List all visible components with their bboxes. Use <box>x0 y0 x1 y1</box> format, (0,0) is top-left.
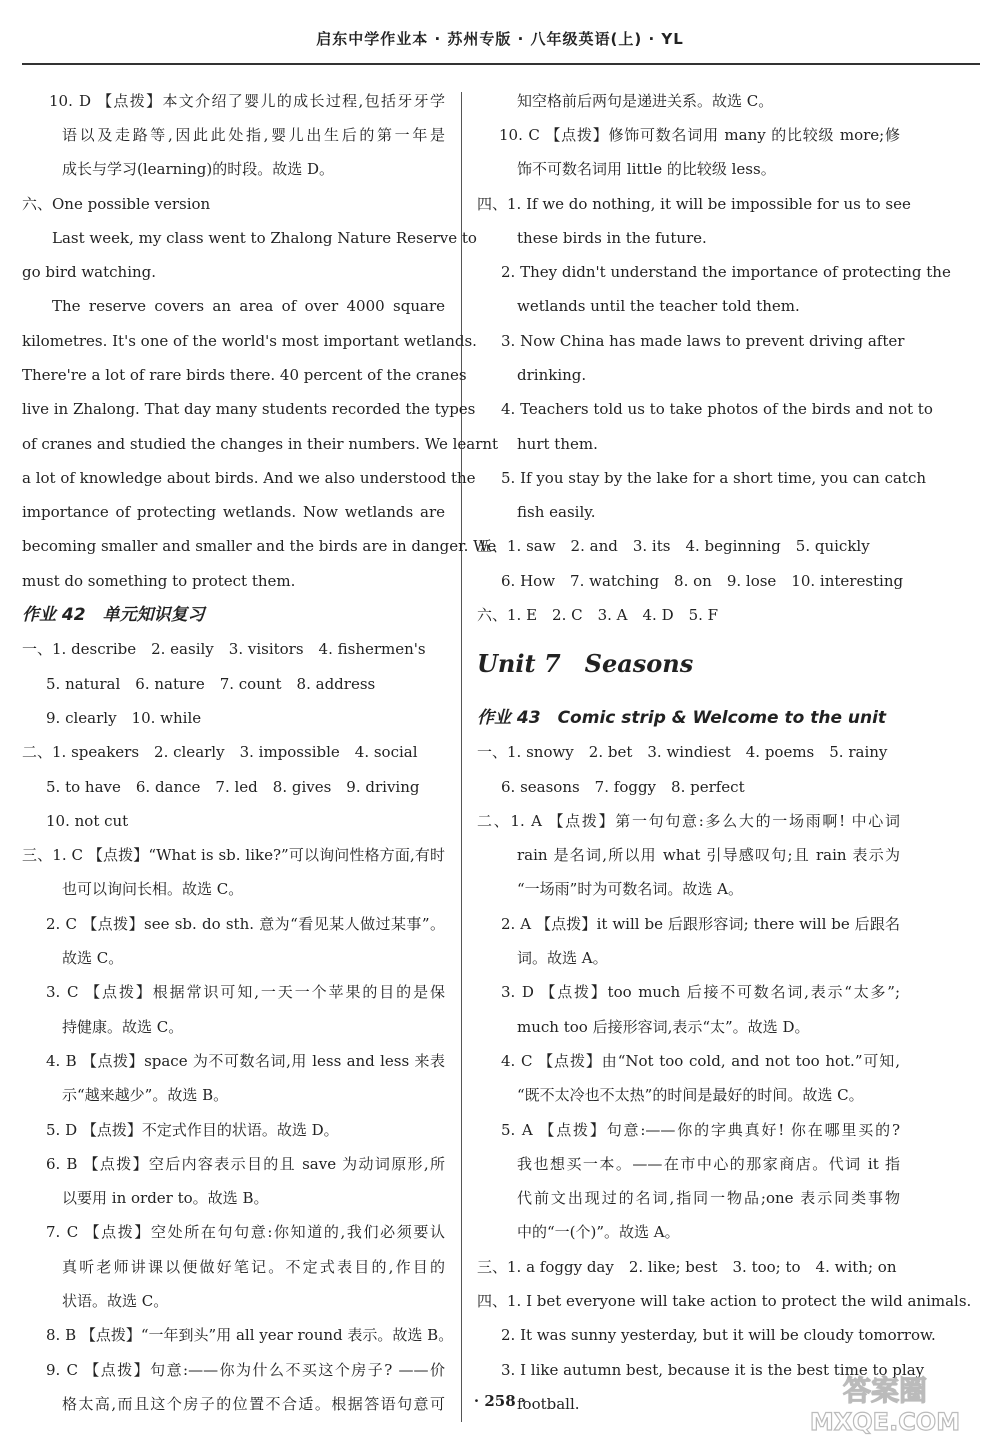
text-line: 5. natural 6. nature 7. count 8. address <box>46 675 376 693</box>
svg-text:MXQE.COM: MXQE.COM <box>809 1408 961 1436</box>
text-line: hurt them. <box>517 435 598 453</box>
text-line: 10. not cut <box>46 812 129 830</box>
text-line: 一、1. snowy 2. bet 3. windiest 4. poems 5. rainy <box>477 743 888 761</box>
svg-text:答案圈: 答案圈 <box>842 1374 928 1407</box>
text-line: 5. to have 6. dance 7. led 8. gives 9. driving <box>46 778 420 796</box>
text-line: 中的“一(个)”。故选 A。 <box>517 1223 680 1241</box>
text-line: 词。故选 A。 <box>517 949 608 967</box>
text-line: 我也想买一本。——在市中心的那家商店。代词 it 指 <box>517 1155 900 1173</box>
section-heading: 作业 42 单元知识复习 <box>22 605 205 625</box>
text-line: 6. seasons 7. foggy 8. perfect <box>501 778 745 796</box>
text-line: go bird watching. <box>22 263 157 281</box>
text-line: 故选 C。 <box>62 949 124 967</box>
text-line: 9. clearly 10. while <box>46 709 202 727</box>
text-line: kilometres. It's one of the world's most important wetlands. <box>22 332 477 350</box>
text-line: “一场雨”时为可数名词。故选 A。 <box>517 880 743 898</box>
text-line: importance of protecting wetlands. Now wetlands are <box>22 503 445 521</box>
text-line: 六、1. E 2. C 3. A 4. D 5. F <box>477 606 719 624</box>
text-line: 二、1. speakers 2. clearly 3. impossible 4. social <box>22 743 418 761</box>
text-line: 8. B 【点拨】“一年到头”用 all year round 表示。故选 B。 <box>46 1326 454 1344</box>
text-line: 6. B 【点拨】空后内容表示目的且 save 为动词原形,所 <box>46 1155 445 1173</box>
text-line: must do something to protect them. <box>22 572 296 590</box>
watermark-logo <box>795 1368 975 1438</box>
text-line: 语以及走路等,因此此处指,婴儿出生后的第一年是 <box>62 126 445 144</box>
text-line: drinking. <box>517 366 587 384</box>
text-line: 成长与学习(learning)的时段。故选 D。 <box>62 160 335 178</box>
text-line: Last week, my class went to Zhalong Nature Reserve to <box>52 229 477 247</box>
text-line: 饰不可数名词用 little 的比较级 less。 <box>517 160 776 178</box>
text-line: 6. How 7. watching 8. on 9. lose 10. interesting <box>501 572 904 590</box>
text-line: 五、1. saw 2. and 3. its 4. beginning 5. quickly <box>477 537 870 555</box>
unit-title: Unit 7 Seasons <box>477 649 694 678</box>
text-line: 真听老师讲课以便做好笔记。不定式表目的,作目的 <box>62 1258 445 1276</box>
text-line: 10. D 【点拨】本文介绍了婴儿的成长过程,包括牙牙学 <box>49 92 445 110</box>
text-line: 4. B 【点拨】space 为不可数名词,用 less and less 来表 <box>46 1052 445 1070</box>
text-line: 4. Teachers told us to take photos of the birds and not to <box>501 400 933 418</box>
column-divider <box>461 92 462 1422</box>
text-line: 3. I like autumn best, because it is the best time to play <box>501 1361 925 1379</box>
text-line: 4. C 【点拨】由“Not too cold, and not too hot.”可知, <box>501 1052 900 1070</box>
text-line: 2. They didn't understand the importance of protecting the <box>501 263 951 281</box>
text-line: There're a lot of rare birds there. 40 percent of the cranes <box>22 366 467 384</box>
text-line: wetlands until the teacher told them. <box>517 297 800 315</box>
text-line: 7. C 【点拨】空处所在句句意:你知道的,我们必须要认 <box>46 1223 445 1241</box>
text-line: 六、One possible version <box>22 195 211 213</box>
text-line: 5. A 【点拨】句意:——你的字典真好! 你在哪里买的? <box>501 1121 900 1139</box>
text-line: 代前文出现过的名词,指同一物品;one 表示同类事物 <box>517 1189 900 1207</box>
text-line: 2. It was sunny yesterday, but it will be cloudy tomorrow. <box>501 1326 936 1344</box>
text-line: The reserve covers an area of over 4000 square <box>52 297 445 315</box>
text-line: 三、1. C 【点拨】“What is sb. like?”可以询问性格方面,有时 <box>22 846 445 864</box>
text-line: a lot of knowledge about birds. And we also understood the <box>22 469 476 487</box>
text-line: 10. C 【点拨】修饰可数名词用 many 的比较级 more;修 <box>499 126 900 144</box>
text-line: live in Zhalong. That day many students recorded the types <box>22 400 476 418</box>
text-line: 状语。故选 C。 <box>62 1292 169 1310</box>
text-line: 持健康。故选 C。 <box>62 1018 184 1036</box>
text-line: 2. C 【点拨】see sb. do sth. 意为“看见某人做过某事”。 <box>46 915 445 933</box>
text-line: 也可以询问长相。故选 C。 <box>62 880 244 898</box>
text-line: 5. If you stay by the lake for a short time, you can catch <box>501 469 927 487</box>
text-line: 3. C 【点拨】根据常识可知,一天一个苹果的目的是保 <box>46 983 445 1001</box>
text-line: 二、1. A 【点拨】第一句句意:多么大的一场雨啊! 中心词 <box>477 812 900 830</box>
text-line: 示“越来越少”。故选 B。 <box>62 1086 229 1104</box>
text-line: 格太高,而且这个房子的位置不合适。根据答语句意可 <box>62 1395 445 1413</box>
text-line: of cranes and studied the changes in their numbers. We learnt <box>22 435 499 453</box>
text-line: 以要用 in order to。故选 B。 <box>62 1189 269 1207</box>
text-line: becoming smaller and smaller and the birds are in danger. We <box>22 537 497 555</box>
text-line: these birds in the future. <box>517 229 707 247</box>
page-header: 启东中学作业本 · 苏州专版 · 八年级英语(上) · YL <box>316 30 684 48</box>
text-line: rain 是名词,所以用 what 引导感叹句;且 rain 表示为 <box>517 846 900 864</box>
text-line: fish easily. <box>517 503 596 521</box>
text-line: 3. Now China has made laws to prevent driving after <box>501 332 905 350</box>
section-heading: 作业 43 Comic strip & Welcome to the unit <box>477 708 887 728</box>
page-number: · 258 · <box>473 1392 527 1410</box>
text-line: football. <box>517 1395 580 1413</box>
text-line: “既不太冷也不太热”的时间是最好的时间。故选 C。 <box>517 1086 864 1104</box>
header-rule <box>22 63 980 65</box>
text-line: 3. D 【点拨】too much 后接不可数名词,表示“太多”; <box>501 983 900 1001</box>
text-line: 2. A 【点拨】it will be 后跟形容词; there will be 后跟名 <box>501 915 900 933</box>
text-line: 5. D 【点拨】不定式作目的状语。故选 D。 <box>46 1121 339 1139</box>
text-line: 四、1. I bet everyone will take action to protect the wild animals. <box>477 1292 972 1310</box>
text-line: 知空格前后两句是递进关系。故选 C。 <box>517 92 774 110</box>
text-line: 一、1. describe 2. easily 3. visitors 4. fishermen's <box>22 640 426 658</box>
text-line: much too 后接形容词,表示“太”。故选 D。 <box>517 1018 810 1036</box>
text-line: 9. C 【点拨】句意:——你为什么不买这个房子? ——价 <box>46 1361 445 1379</box>
text-line: 四、1. If we do nothing, it will be impossible for us to see <box>477 195 911 213</box>
text-line: 三、1. a foggy day 2. like; best 3. too; to 4. with; on <box>477 1258 897 1276</box>
